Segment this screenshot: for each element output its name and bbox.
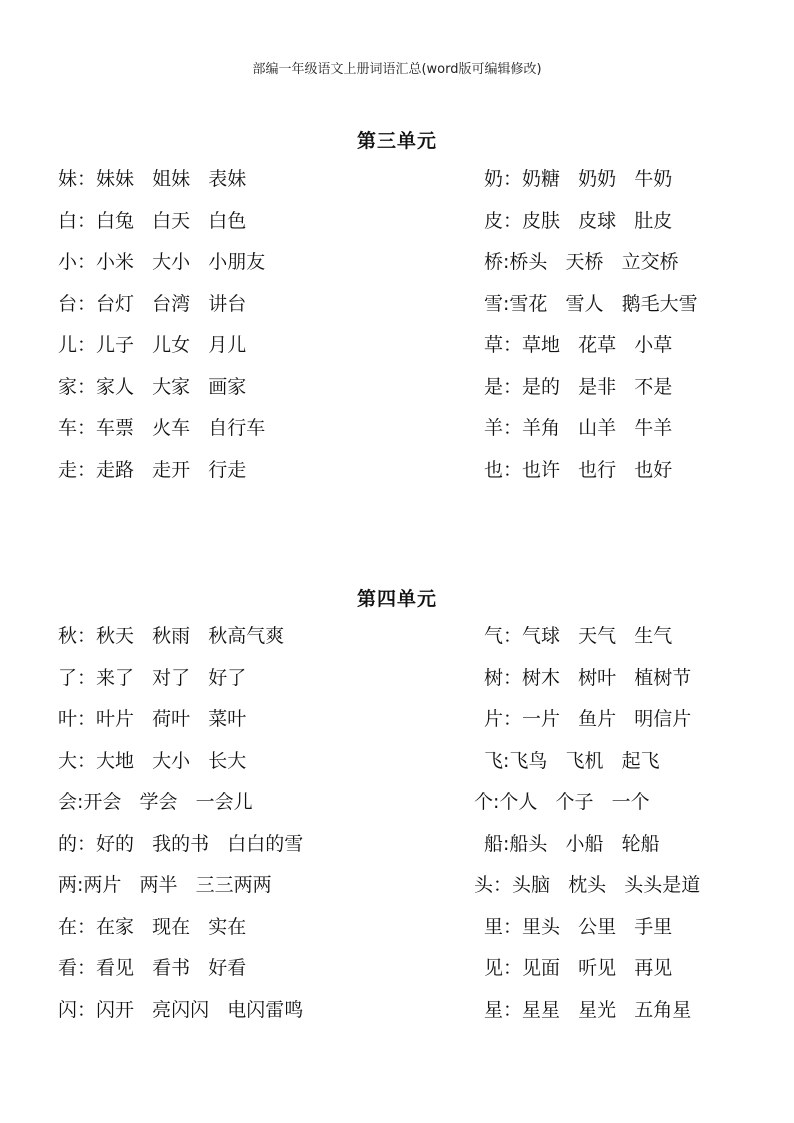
word-row: 气：气球 天气 生气	[484, 625, 673, 647]
word-row: 小：小米 大小 小朋友	[58, 251, 266, 273]
word-row: 也：也许 也行 也好	[484, 458, 673, 481]
word-row: 桥:桥头 天桥 立交桥	[484, 251, 679, 273]
word-row: 白：白兔 白天 白色	[58, 209, 247, 232]
word-row: 两:两片 两半 三三两两	[58, 874, 272, 896]
word-row: 走：走路 走开 行走	[58, 458, 247, 481]
word-row: 里：里头 公里 手里	[484, 915, 673, 938]
word-row: 见：见面 听见 再见	[484, 957, 673, 979]
unit3-right-column	[484, 160, 698, 492]
word-row: 个:个人 个子 一个	[474, 791, 650, 813]
word-row: 雪:雪花 雪人 鹅毛大雪	[484, 292, 698, 315]
word-row: 片：一片 鱼片 明信片	[484, 708, 692, 730]
word-row: 闪：闪开 亮闪闪 电闪雷鸣	[58, 998, 304, 1021]
word-row: 儿：儿子 儿女 月儿	[58, 334, 247, 356]
document-header: 部编一年级语文上册词语汇总(word版可编辑修改)	[252, 62, 542, 77]
word-row: 大：大地 大小 长大	[58, 749, 247, 772]
word-row: 的：好的 我的书 白白的雪	[58, 832, 304, 855]
word-row: 草：草地 花草 小草	[484, 334, 673, 356]
unit3-left-column	[58, 160, 265, 492]
word-row: 在：在家 现在 实在	[58, 915, 247, 938]
word-row: 看：看见 看书 好看	[58, 957, 247, 979]
word-row: 叶：叶片 荷叶 菜叶	[58, 708, 247, 730]
unit4-title: 第四单元	[356, 588, 437, 610]
word-row: 星：星星 星光 五角星	[484, 998, 692, 1021]
word-row: 车：车票 火车 自行车	[58, 417, 266, 439]
unit4-right-column	[474, 617, 701, 1032]
unit4-left-column	[58, 617, 303, 1032]
word-row: 羊：羊角 山羊 牛羊	[484, 417, 673, 439]
word-row: 妹：妹妹 姐妹 表妹	[58, 168, 247, 190]
unit3-title: 第三单元	[356, 130, 437, 152]
word-row: 是：是的 是非 不是	[484, 375, 673, 398]
word-row: 皮：皮肤 皮球 肚皮	[484, 209, 673, 232]
word-row: 秋：秋天 秋雨 秋高气爽	[58, 625, 285, 647]
word-row: 树：树木 树叶 植树节	[484, 666, 692, 689]
word-row: 家：家人 大家 画家	[58, 375, 247, 398]
word-row: 会:开会 学会 一会儿	[58, 791, 253, 813]
word-row: 船:船头 小船 轮船	[484, 832, 660, 855]
word-row: 头：头脑 枕头 头头是道	[474, 874, 701, 896]
word-row: 奶：奶糖 奶奶 牛奶	[484, 168, 673, 190]
word-row: 了：来了 对了 好了	[58, 666, 247, 689]
word-row: 飞:飞鸟 飞机 起飞	[484, 749, 660, 772]
word-row: 台：台灯 台湾 讲台	[58, 292, 247, 315]
